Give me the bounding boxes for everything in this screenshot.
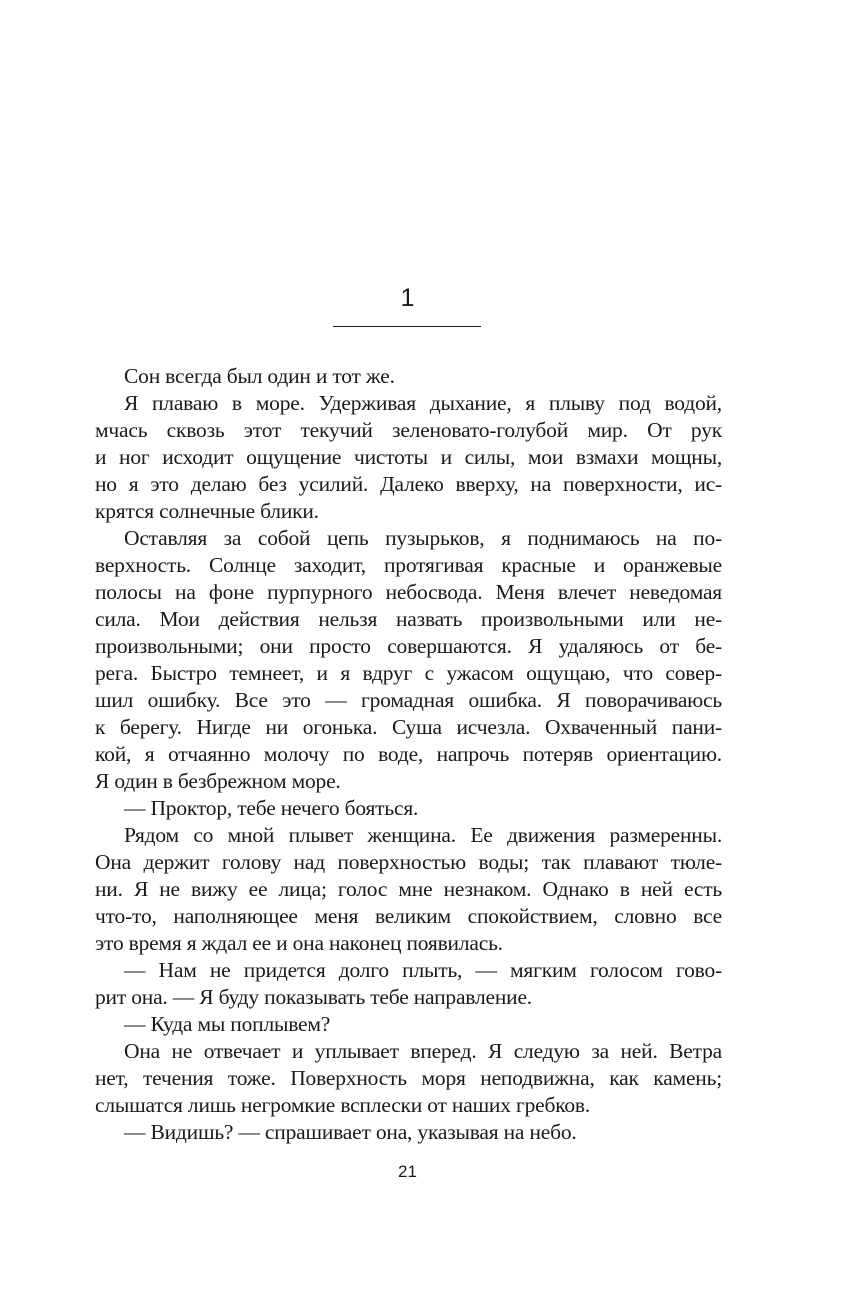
text-line: но я это делаю без усилий. Далеко вверху, на поверхности, ис-	[95, 472, 722, 496]
text-line: Сон всегда был один и тот же.	[124, 364, 395, 388]
text-line: Она не отвечает и уплывает вперед. Я следую за ней. Ветра	[124, 1039, 722, 1063]
text-line: Оставляя за собой цепь пузырьков, я поднимаюсь на по-	[124, 526, 722, 550]
text-line: Я один в безбрежном море.	[95, 769, 341, 793]
text-line: сила. Мои действия нельзя назвать произвольными или не-	[95, 607, 722, 631]
text-line: это время я ждал ее и она наконец появилась.	[95, 931, 503, 955]
text-line: крятся солнечные блики.	[95, 499, 319, 523]
text-line: — Видишь? — спрашивает она, указывая на небо.	[124, 1120, 577, 1144]
text-line: к берегу. Нигде ни огонька. Суша исчезла. Охваченный пани-	[95, 715, 722, 739]
text-line: Я плаваю в море. Удерживая дыхание, я плыву под водой,	[124, 391, 722, 415]
text-line: — Нам не придется долго плыть, — мягким голосом гово-	[124, 958, 722, 982]
text-line: полосы на фоне пурпурного небосвода. Меня влечет неведомая	[95, 580, 722, 604]
text-line: мчась сквозь этот текучий зеленовато-голубой мир. От рук	[95, 418, 722, 442]
text-line: — Проктор, тебе нечего бояться.	[124, 796, 419, 820]
chapter-number: 1	[400, 284, 415, 312]
text-line: кой, я отчаянно молочу по воде, напрочь потеряв ориентацию.	[95, 742, 722, 766]
text-line: верхность. Солнце заходит, протягивая красные и оранжевые	[95, 553, 722, 577]
text-line: Рядом со мной плывет женщина. Ее движения размеренны.	[124, 823, 722, 847]
text-line: и ног исходит ощущение чистоты и силы, мои взмахи мощны,	[95, 445, 722, 469]
chapter-divider	[333, 326, 481, 327]
text-line: — Куда мы поплывем?	[124, 1012, 331, 1036]
body-text	[95, 363, 722, 1146]
text-line: рега. Быстро темнеет, и я вдруг с ужасом ощущаю, что совер-	[95, 661, 722, 685]
text-line: шил ошибку. Все это — громадная ошибка. Я поворачиваюсь	[95, 688, 722, 712]
text-line: слышатся лишь негромкие всплески от наших гребков.	[95, 1093, 591, 1117]
text-line: Она держит голову над поверхностью воды; так плавают тюле-	[95, 850, 722, 874]
text-line: что-то, наполняющее меня великим спокойствием, словно все	[95, 904, 722, 928]
text-line: рит она. — Я буду показывать тебе направление.	[95, 985, 532, 1009]
text-line: ни. Я не вижу ее лица; голос мне незнаком. Однако в ней есть	[95, 877, 722, 901]
text-line: нет, течения тоже. Поверхность моря неподвижна, как камень;	[95, 1066, 722, 1090]
text-line: произвольными; они просто совершаются. Я удаляюсь от бе-	[95, 634, 722, 658]
page-number: 21	[398, 1162, 417, 1181]
